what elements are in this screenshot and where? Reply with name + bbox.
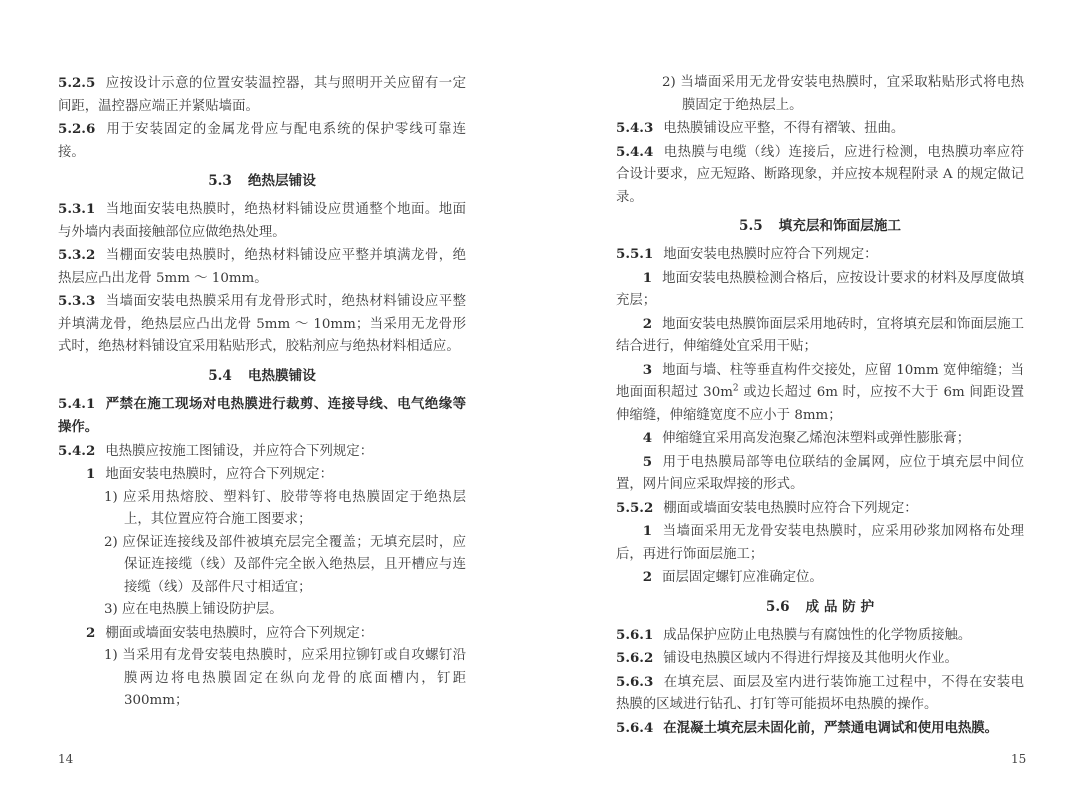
clause-text: 在填充层、面层及室内进行装饰施工过程中，不得在安装电热膜的区域进行钻孔、打钉等可能损坏电热膜的操作。 xyxy=(616,674,1024,712)
clause-text: 在混凝土填充层未固化前，严禁通电调试和使用电热膜。 xyxy=(663,719,999,736)
sub-item-3: 3) 应在电热膜上铺设防护层。 xyxy=(104,602,283,617)
clause-5-4-3 xyxy=(616,117,1024,141)
clause-text: 当地面安装电热膜时，绝热材料铺设应贯通整个地面。地面与外墙内表面接触部位应做绝热处理。 xyxy=(58,202,466,240)
item-1: 1 地面安装电热膜时，应符合下列规定： xyxy=(86,466,333,482)
clause-5-3-3 xyxy=(58,290,466,359)
page-number-right: 15 xyxy=(1011,752,1027,766)
clause-number: 5.6.4 xyxy=(616,719,654,736)
clause-5-2-6 xyxy=(58,118,466,164)
clause-text: 成品保护应防止电热膜与有腐蚀性的化学物质接触。 xyxy=(663,627,972,643)
clause-5-6-4 xyxy=(616,717,1024,741)
sub-item-1: 1) 应采用热熔胶、塑料钉、胶带等将电热膜固定于绝热层上，其位置应符合施工图要求； xyxy=(104,489,466,527)
clause-text: 电热膜与电缆（线）连接后，应进行检测，电热膜功率应符合设计要求，应无短路、断路现象，并应按本规程附录 A 的规定做记录。 xyxy=(616,144,1024,205)
clause-number: 5.3.3 xyxy=(58,293,96,309)
clause-number: 5.5.2 xyxy=(616,499,654,516)
clause-5-3-2 xyxy=(58,244,466,290)
clause-number: 5.4.4 xyxy=(616,143,654,160)
clause-text: 用于安装固定的金属龙骨应与配电系统的保护零线可靠连接。 xyxy=(58,122,466,160)
clause-5-5-1 xyxy=(616,243,1024,267)
clause-text: 严禁在施工现场对电热膜进行裁剪、连接导线、电气绝缘等操作。 xyxy=(58,395,466,435)
clause-text: 当墙面安装电热膜采用有龙骨形式时，绝热材料铺设应平整并填满龙骨，绝热层应凸出龙骨 5mm ～ 10mm；当采用无龙骨形式时，绝热材料铺设宜采用粘贴形式，胶粘剂应与绝热材料相适应。 xyxy=(58,294,466,354)
item-2: 2 棚面或墙面安装电热膜时，应符合下列规定： xyxy=(86,624,374,641)
clause-number: 5.6.1 xyxy=(616,626,654,643)
section-heading-5-3: 5.3 绝热层铺设 xyxy=(208,173,316,189)
clause-number: 5.2.6 xyxy=(58,121,96,137)
clause-5-4-4 xyxy=(616,141,1024,210)
clause-number: 5.4.1 xyxy=(58,395,96,412)
item-3: 3 地面与墙、柱等垂直构件交接处，应留 10mm 宽伸缩缝；当地面面积超过 $30m^2$ 或边长超过 6m 时，应按不大于 6m 间距设置伸缩缝，伸缩缝宽度不应小于 8mm； xyxy=(616,361,1024,423)
clause-number: 5.4.2 xyxy=(58,442,96,459)
item-5: 5 用于电热膜局部等电位联结的金属网，应位于填充层中间位置，网片间应采取焊接的形式。 xyxy=(616,453,1024,492)
sub-item-1: 1) 当采用有龙骨安装电热膜时，应采用拉铆钉或自攻螺钉沿膜两边将电热膜固定在纵向龙骨的底面槽内，钉距 300mm； xyxy=(104,648,466,708)
right-page xyxy=(616,72,1024,740)
item-1: 1 当墙面采用无龙骨安装电热膜时，应采用砂浆加网格布处理后，再进行饰面层施工； xyxy=(616,523,1024,562)
clause-text: 电热膜铺设应平整，不得有褶皱、扭曲。 xyxy=(663,121,905,136)
clause-number: 5.5.1 xyxy=(616,246,654,262)
sub-item-2: 2) 当墙面采用无龙骨安装电热膜时，宜采取粘贴形式将电热膜固定于绝热层上。 xyxy=(662,75,1024,113)
clause-text: 地面安装电热膜时应符合下列规定： xyxy=(663,247,878,262)
page-number-left: 14 xyxy=(58,752,74,766)
section-heading-5-4: 5.4 电热膜铺设 xyxy=(208,367,316,384)
left-page xyxy=(58,72,466,713)
sub-item-2: 2) 应保证连接线及部件被填充层完全覆盖；无填充层时，应保证连接缆（线）及部件完全嵌入绝热层，且开槽应与连接缆（线）及部件尺寸相适宜； xyxy=(104,534,466,595)
clause-number: 5.6.2 xyxy=(616,650,654,666)
clause-5-4-2 xyxy=(58,440,466,464)
clause-text: 当棚面安装电热膜时，绝热材料铺设应平整并填满龙骨，绝热层应凸出龙骨 5mm ～ 10mm。 xyxy=(58,248,466,286)
clause-number: 5.2.5 xyxy=(58,75,96,91)
item-2: 2 地面安装电热膜饰面层采用地砖时，宜将填充层和饰面层施工结合进行，伸缩缝处宜采用干贴； xyxy=(616,315,1024,354)
clause-text: 铺设电热膜区域内不得进行焊接及其他明火作业。 xyxy=(663,651,958,666)
clause-number: 5.3.1 xyxy=(58,201,96,217)
clause-5-6-3 xyxy=(616,671,1024,717)
clause-text: 棚面或墙面安装电热膜时应符合下列规定： xyxy=(663,500,918,516)
clause-number: 5.6.3 xyxy=(616,673,654,690)
clause-number: 5.4.3 xyxy=(616,120,654,136)
clause-5-4-1 xyxy=(58,393,466,440)
clause-5-5-2 xyxy=(616,497,1024,521)
clause-5-2-5 xyxy=(58,72,466,118)
section-heading-5-6: 5.6 成 品 防 护 xyxy=(765,598,875,615)
clause-number: 5.3.2 xyxy=(58,247,96,263)
clause-5-6-1 xyxy=(616,624,1024,648)
clause-5-3-1 xyxy=(58,198,466,244)
item-1: 1 地面安装电热膜检测合格后，应按设计要求的材料及厚度做填充层； xyxy=(616,269,1024,308)
clause-text: 应按设计示意的位置安装温控器，其与照明开关应留有一定间距，温控器应端正并紧贴墙面。 xyxy=(58,76,466,114)
item-2: 2 面层固定螺钉应准确定位。 xyxy=(642,569,823,585)
clause-text: 电热膜应按施工图铺设，并应符合下列规定： xyxy=(105,443,374,459)
section-heading-5-5: 5.5 填充层和饰面层施工 xyxy=(739,218,901,234)
item-4: 4 伸缩缝宜采用高发泡聚乙烯泡沫塑料或弹性膨胀膏； xyxy=(642,430,971,446)
clause-5-6-2 xyxy=(616,647,1024,671)
